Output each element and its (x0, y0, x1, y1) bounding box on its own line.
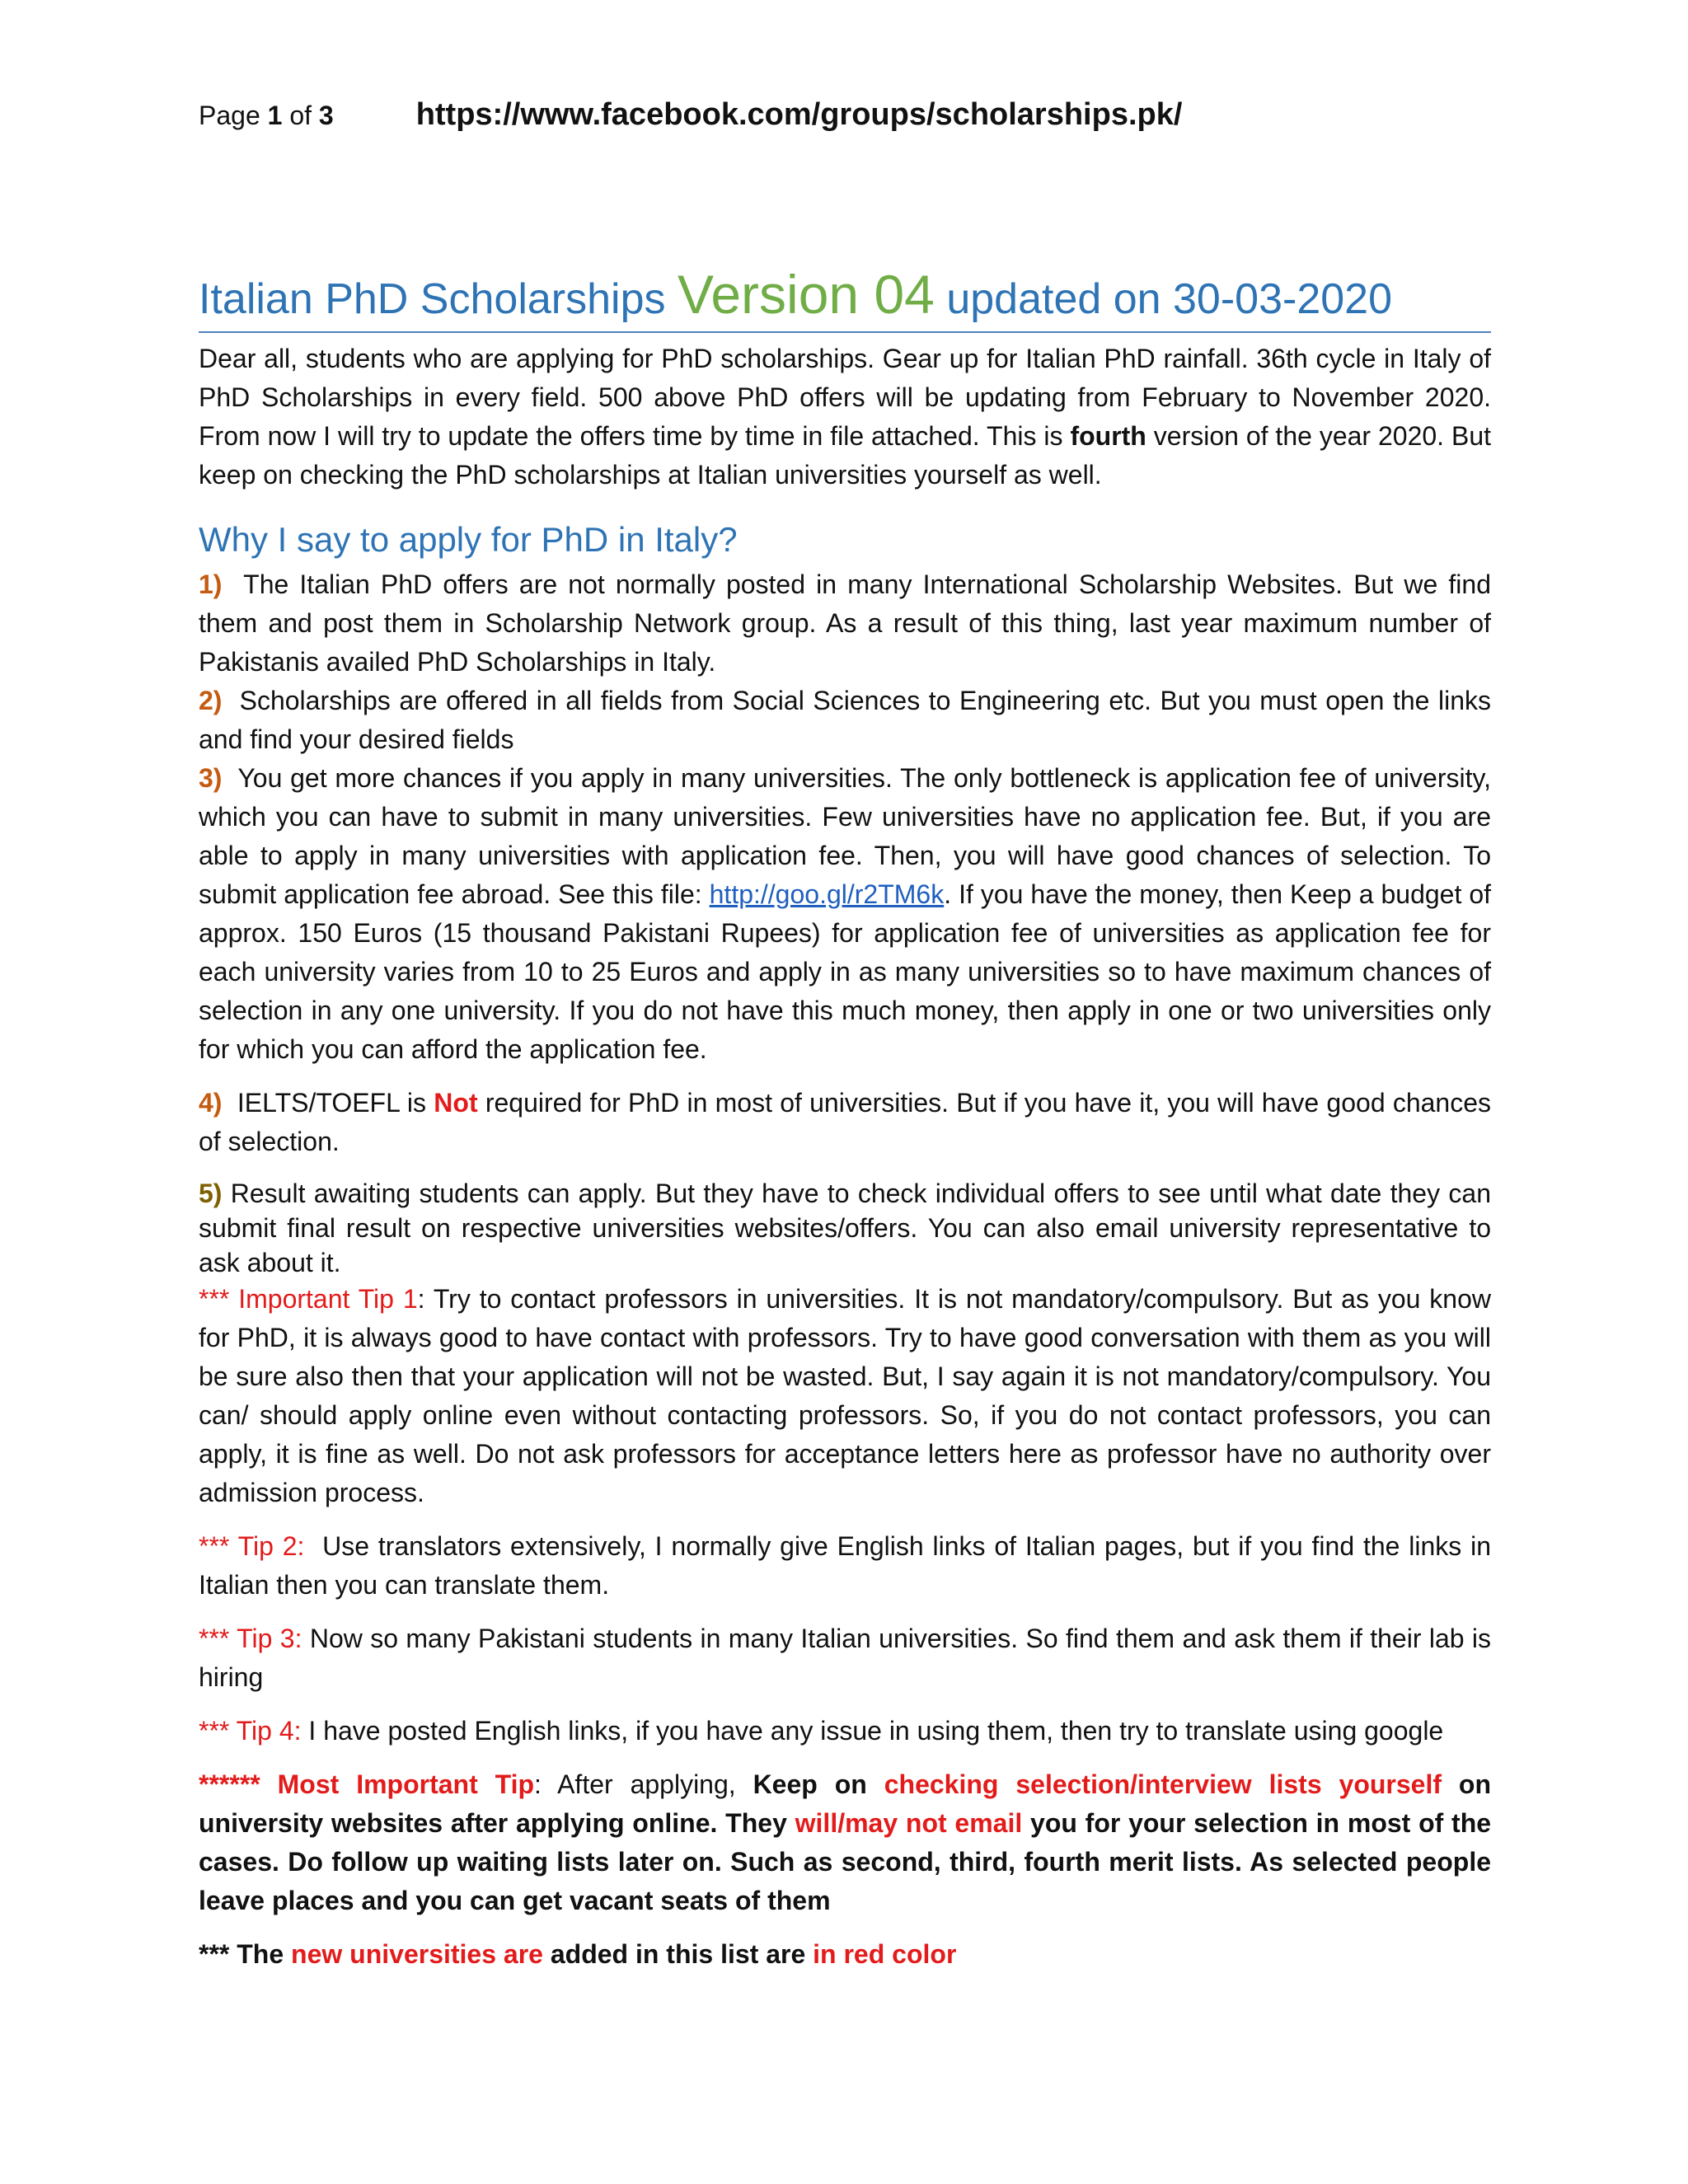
point-3: 3) You get more chances if you apply in many universities. The only bottleneck is application fee of university, which you can have to submit in many universities. Few universities have no application fee. But, if you are able to apply in many universities with application fee. Then, you will have good chances of selection. To submit application fee abroad. See this file: http://goo.gl/r2TM6k. If you have the money, then Keep a budget of approx. 150 Euros (15 thousand Pakistani Rupees) for application fee of universities as application fee for each university varies from 10 to 25 Euros and apply in as many universities so to have maximum chances of selection in any one university. If you do not have this much money, then apply in one or two universities only for which you can afford the application fee. (199, 763, 1492, 1064)
tip-2: *** Tip 2: Use translators extensively, I normally give English links of Italian pages, but if you find the links in Italian then you can translate them. (199, 1531, 1492, 1600)
point-4: 4) IELTS/TOEFL is Not required for PhD in most of universities. But if you have it, you will have good chances of selection. (199, 1088, 1492, 1156)
point-1: 1) The Italian PhD offers are not normally posted in many International Scholarship Websites. But we find them and post them in Scholarship Network group. As a result of this thing, last year maximum number of Pakistanis availed PhD Scholarships in Italy. (199, 569, 1492, 677)
document-title: Italian PhD Scholarships Version 04 updated on 30-03-2020 (199, 265, 1491, 333)
most-important-tip: ****** Most Important Tip: After applying, Keep on checking selection/interview lists yourself on university websites after applying online. They will/may not email you for your selection in most of the cases. Do follow up waiting lists later on. Such as second, third, fourth merit lists. As selected people leave places and you can get vacant seats of them (199, 1769, 1492, 1915)
version-label: Version 04 (677, 264, 935, 325)
point-2: 2) Scholarships are offered in all fields from Social Sciences to Engineering etc. But you must open the links and find your desired fields (199, 686, 1492, 754)
intro-paragraph: Dear all, students who are applying for PhD scholarships. Gear up for Italian PhD rainfall. 36th cycle in Italy of PhD Scholarships in every field. 500 above PhD offers will be updating from February to November 2020. From now I will try to update the offers time by time in file attached. This is fourth version of the year 2020. But keep on checking the PhD scholarships at Italian universities yourself as well. (199, 344, 1492, 490)
section-heading: Why I say to apply for PhD in Italy? (199, 520, 738, 559)
page-number: Page 1 of 3 (199, 101, 334, 130)
page-header (199, 97, 1182, 133)
tip-1: *** Important Tip 1: Try to contact professors in universities. It is not mandatory/compulsory. But as you know for PhD, it is always good to have contact with professors. Try to have good conversation with them as you will be sure also then that your application will not be wasted. But, I say again it is not mandatory/compulsory. You can/ should apply online even without contacting professors. So, if you do not contact professors, you can apply, it is fine as well. Do not ask professors for acceptance letters here as professor have no authority over admission process. (199, 1284, 1492, 1507)
header-url: https://www.facebook.com/groups/scholarships.pk/ (415, 97, 1183, 132)
fee-file-link[interactable]: http://goo.gl/r2TM6k (709, 879, 945, 909)
final-note: *** The new universities are added in this list are in red color (199, 1939, 957, 1969)
tip-3: *** Tip 3: Now so many Pakistani students in many Italian universities. So find them and ask them if their lab is hiring (199, 1624, 1492, 1692)
tip-4: *** Tip 4: I have posted English links, if you have any issue in using them, then try to translate using google (199, 1716, 1444, 1746)
point-5: 5) Result awaiting students can apply. But they have to check individual offers to see until what date they can submit final result on respective universities websites/offers. You can also email university representative to ask about it. (199, 1179, 1492, 1277)
document-body (199, 265, 1491, 1974)
